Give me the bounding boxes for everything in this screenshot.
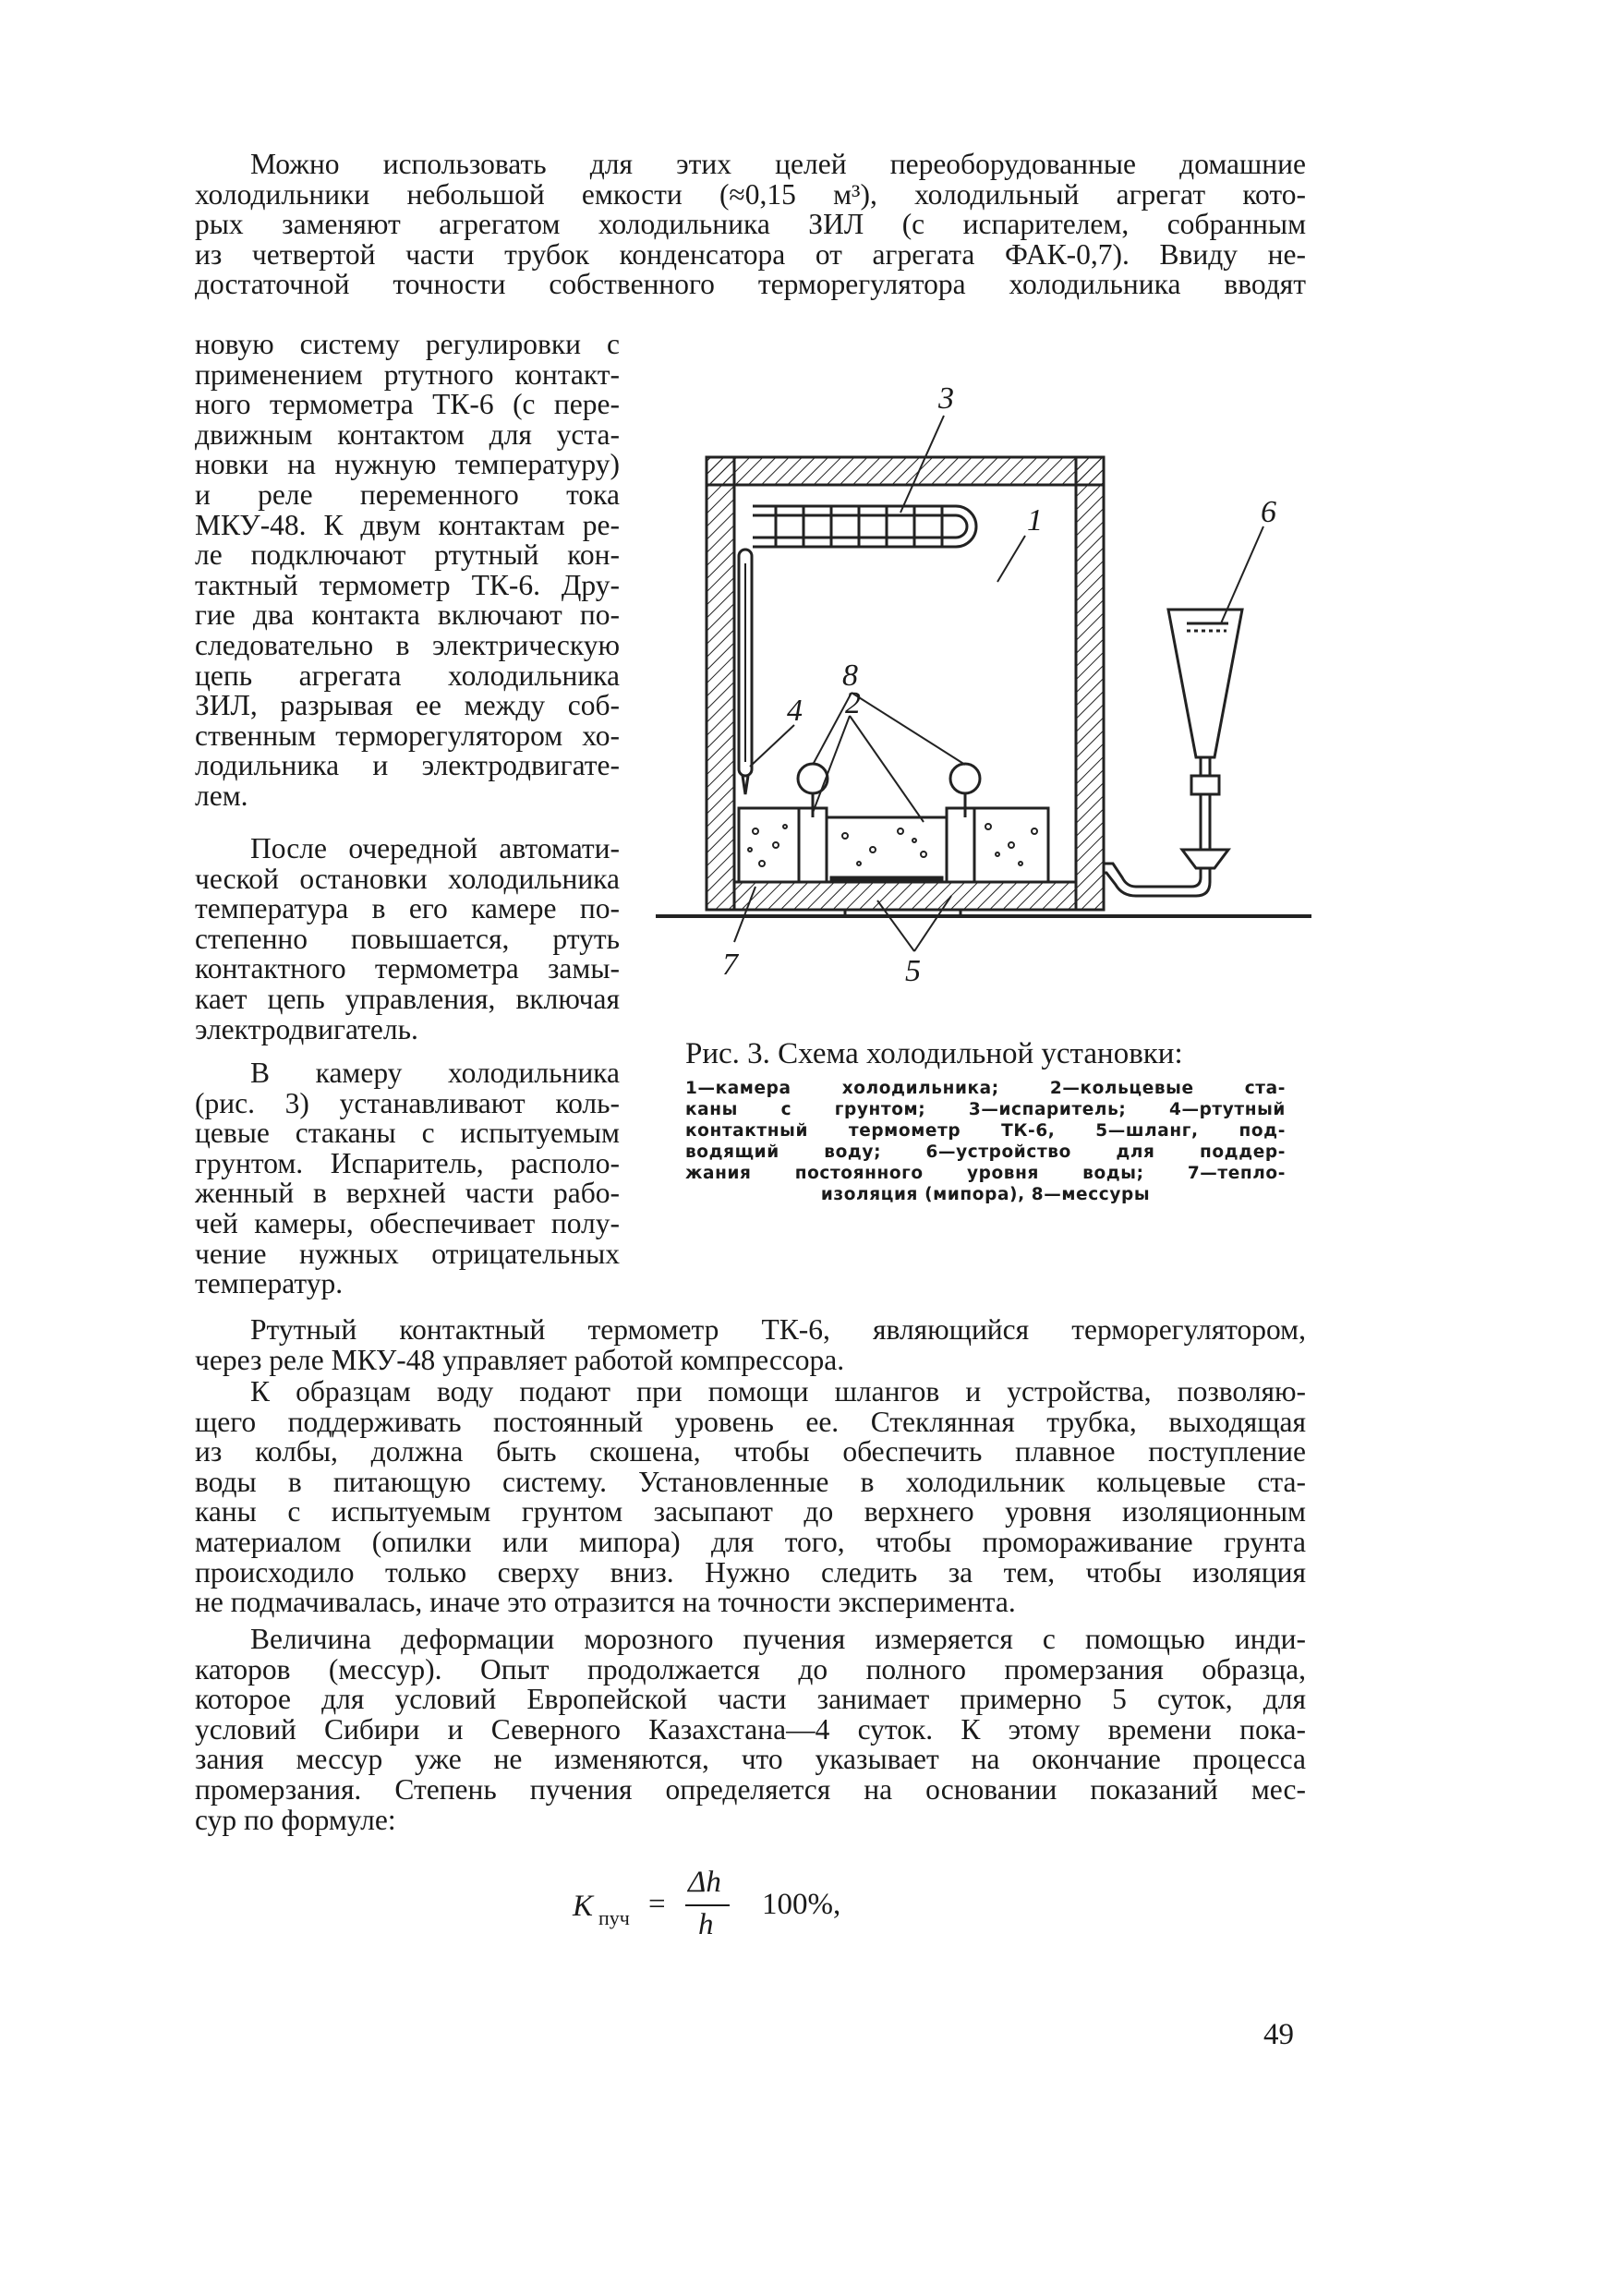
text-line: После очередной автомати- (250, 832, 620, 864)
label-4: 4 (787, 694, 803, 728)
evaporator (753, 506, 976, 547)
text-line: Можно использовать для этих целей переоборудованные домашние (250, 148, 1306, 180)
text-line: (рис. 3) устанавливают коль- (195, 1086, 620, 1119)
formula-k: K (573, 1890, 594, 1923)
paragraph-intro (195, 150, 1306, 300)
text-line: чение нужных отрицательных (195, 1237, 620, 1270)
caption-line: контактный термометр ТК-6, 5—шланг, под- (685, 1121, 1286, 1141)
paragraph-water-supply (195, 1377, 1306, 1618)
figure-title: Рис. 3. Схема холодильной установки: (685, 1037, 1183, 1070)
text-line: новую систему регулировки с (195, 328, 620, 360)
text-line: лем. (195, 779, 248, 812)
contact-thermometer (739, 550, 752, 794)
fraction-bar (685, 1904, 730, 1906)
page-number: 49 (1263, 2018, 1294, 2051)
text-line: К образцам воду подают при помощи шлангов и устройства, позволяю- (250, 1375, 1306, 1408)
text-line: рых заменяют агрегатом холодильника ЗИЛ (с испарителем, собранным (195, 208, 1306, 241)
text-line: применением ртутного контакт- (195, 357, 620, 391)
text-line: которое для условий Европейской части занимает примерно 5 суток, для (195, 1683, 1306, 1716)
text-line: МКУ-48. К двум контактам ре- (195, 508, 620, 541)
soil-samples (739, 808, 1048, 882)
text-line: температура в его камере по- (195, 892, 620, 925)
text-line: тактный термометр ТК-6. Дру- (195, 568, 620, 601)
text-line: ческой остановки холодильника (195, 862, 620, 895)
figure-caption (685, 1078, 1286, 1205)
text-line: лодильника и электродвигате- (195, 749, 620, 782)
caption-line: водящий воду; 6—устройство для поддер- (685, 1142, 1286, 1162)
text-line: материалом (опилки или мипора) для того, чтобы промораживание грунта (195, 1525, 1306, 1558)
text-line: Величина деформации морозного пучения измеряется с помощью инди- (250, 1623, 1306, 1655)
text-line: новки на нужную температуру) (195, 448, 620, 481)
label-8: 8 (842, 659, 858, 693)
text-line: условий Сибири и Северного Казахстана—4 суток. К этому времени пока- (195, 1712, 1306, 1746)
heave-formula (573, 1866, 1034, 1949)
text-line: следовательно в электрическую (195, 628, 620, 661)
text-line: из четвертой части трубок конденсатора от агрегата ФАК-0,7). Ввиду не- (195, 237, 1306, 271)
text-line: каны с испытуемым грунтом засыпают до верхнего уровня изоляционным (195, 1495, 1306, 1529)
text-line: воды в питающую систему. Установленные в холодильник кольцевые ста- (195, 1465, 1306, 1498)
text-line: через реле МКУ-48 управляет работой компрессора. (195, 1343, 845, 1376)
label-3: 3 (938, 381, 954, 416)
text-line: кает цепь управления, включая (195, 982, 620, 1015)
text-line: происходило только сверху вниз. Нужно следить за тем, чтобы изоляция (195, 1555, 1306, 1589)
paragraph-thermoregulator (195, 1315, 1306, 1375)
text-line: щего поддерживать постоянный уровень ее. Стеклянная трубка, выходящая (195, 1405, 1306, 1438)
label-5: 5 (905, 954, 921, 988)
paragraph-chamber (195, 1058, 620, 1299)
text-line: контактного термометра замы- (195, 952, 620, 985)
paragraph-frost-heave (195, 1625, 1306, 1835)
text-line: промерзания. Степень пучения определяется на основании показаний мес- (195, 1772, 1306, 1806)
text-line: электродвигатель. (195, 1012, 418, 1045)
text-line: степенно повышается, ртуть (195, 922, 620, 955)
text-line: цевые стаканы с испытуемым (195, 1117, 620, 1150)
text-line: движным контактом для уста- (195, 417, 620, 451)
text-line: и реле переменного тока (195, 477, 620, 511)
text-line: чей камеры, обеспечивает полу- (195, 1206, 620, 1239)
text-line: ЗИЛ, разрывая ее между соб- (195, 689, 620, 722)
text-line: ного термометра ТК-6 (с пере- (195, 388, 620, 421)
text-line: ственным терморегулятором хо- (195, 719, 620, 752)
label-7: 7 (722, 948, 738, 982)
text-line: грунтом. Испаритель, располо- (195, 1146, 620, 1179)
paragraph-automatic-stop (195, 834, 620, 1045)
text-line: зания мессур уже не изменяются, что указывает на окончание процесса (195, 1743, 1306, 1776)
text-line: Ртутный контактный термометр ТК-6, являющийся терморегулятором, (250, 1313, 1306, 1346)
text-line: температур. (195, 1267, 344, 1300)
text-line: из колбы, должна быть скошена, чтобы обеспечить плавное поступление (195, 1435, 1306, 1468)
text-line: цепь агрегата холодильника (195, 659, 620, 692)
caption-line: изоляция (мипора), 8—мессуры (820, 1185, 1151, 1204)
text-line: каторов (мессур). Опыт продолжается до полного промерзания образца, (195, 1652, 1306, 1686)
figure-refrigeration-scheme (646, 351, 1311, 1034)
refrigerator-diagram (646, 351, 1311, 1034)
caption-line: 1—камера холодильника; 2—кольцевые ста- (685, 1079, 1286, 1098)
text-line: не подмачивалась, иначе это отразится на точности эксперимента. (195, 1586, 1016, 1619)
paragraph-intro-continued (195, 330, 620, 812)
formula-equals: = (648, 1888, 666, 1921)
label-1: 1 (1027, 503, 1043, 538)
constant-level-device (1104, 610, 1242, 896)
formula-subscript: пуч (598, 1906, 630, 1929)
caption-line: каны с грунтом; 3—испаритель; 4—ртутный (685, 1100, 1286, 1119)
text-line: гие два контакта включают по- (195, 598, 620, 632)
text-line: женный в верхней части рабо- (195, 1177, 620, 1210)
text-line: холодильники небольшой емкости (≈0,15 м³), холодильный агрегат кото- (195, 177, 1306, 211)
text-line: В камеру холодильника (250, 1057, 620, 1089)
formula-numerator: Δh (688, 1866, 721, 1899)
text-line: сур по формуле: (195, 1803, 396, 1836)
formula-percent: 100%, (762, 1888, 841, 1921)
caption-line: жания постоянного уровня воды; 7—тепло- (685, 1164, 1286, 1183)
text-line: достаточной точности собственного терморегулятора холодильника вводят (195, 268, 1306, 301)
label-6: 6 (1261, 495, 1276, 529)
text-line: ле подключают ртутный кон- (195, 538, 620, 572)
formula-denominator: h (698, 1908, 714, 1941)
label-2: 2 (845, 686, 861, 720)
